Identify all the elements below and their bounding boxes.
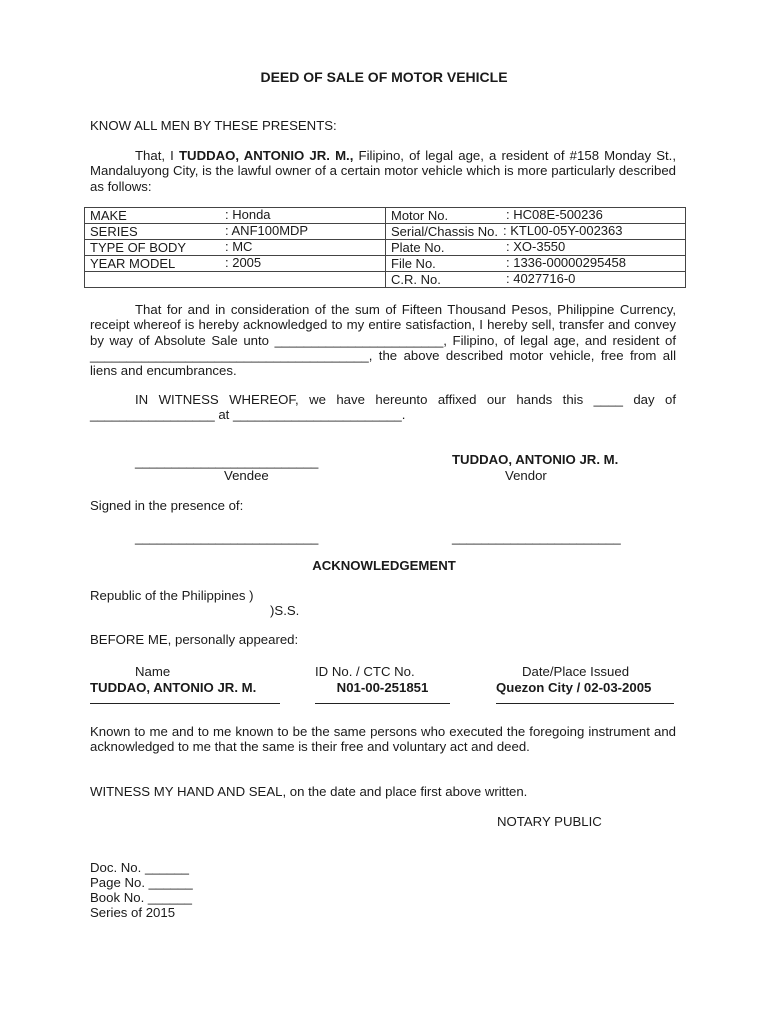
cr-no-label: C.R. No. xyxy=(391,271,441,287)
known-text: Known to me and to me known to be the same persons who executed the foregoing instrument and acknowledged to me that the same is their free and voluntary act and deed. xyxy=(90,724,676,755)
consideration-text: That for and in consideration of the sum of Fifteen Thousand Pesos, Philippine Currency, receipt whereof is hereby acknowledged to my entire satisfaction, I hereby sell, transfer and convey by way of Absolute Sale unto _______________________, Filipino, of legal age, and resident of ______________________________________, the above described motor vehicle, free from all liens and encumbrances. xyxy=(90,302,676,379)
column-id-header: ID No. / CTC No. xyxy=(315,664,415,679)
column-name-header: Name xyxy=(135,664,171,679)
plate-no-value: : XO-3550 xyxy=(506,239,566,254)
motor-no-value: : HC08E-500236 xyxy=(506,207,603,222)
vehicle-details-table xyxy=(84,207,686,288)
series-line: Series of 2015 xyxy=(90,905,176,920)
column-date-header: Date/Place Issued xyxy=(522,664,630,679)
consideration-paragraph xyxy=(90,302,676,378)
year-model-label: YEAR MODEL xyxy=(90,255,176,271)
witness-signature-line-2: _______________________ xyxy=(452,530,621,545)
page-no-line: Page No. ______ xyxy=(90,875,193,890)
appearer-date-place: Quezon City / 02-03-2005 xyxy=(496,680,674,704)
before-me-line: BEFORE ME, personally appeared: xyxy=(90,632,299,647)
book-no-line: Book No. ______ xyxy=(90,890,192,905)
ss-line: )S.S. xyxy=(270,603,300,618)
table-row xyxy=(85,256,686,272)
intro-paragraph xyxy=(90,148,676,194)
intro-suffix: Filipino, of legal age, a resident of #158 Monday St., Mandaluyong City, is the lawful owner of a certain motor vehicle which is more particularly described as follows: xyxy=(90,148,676,194)
series-label: SERIES xyxy=(90,223,138,239)
table-row xyxy=(85,224,686,240)
doc-no-line: Doc. No. ______ xyxy=(90,860,189,875)
witness-paragraph xyxy=(90,392,676,423)
notary-public-label: NOTARY PUBLIC xyxy=(497,814,602,829)
body-type-value: : MC xyxy=(225,239,253,254)
motor-no-label: Motor No. xyxy=(391,207,449,223)
table-row xyxy=(85,240,686,256)
body-type-label: TYPE OF BODY xyxy=(90,239,187,255)
table-row xyxy=(85,272,686,288)
chassis-no-label: Serial/Chassis No. xyxy=(391,223,498,239)
file-no-value: : 1336-00000295458 xyxy=(506,255,627,270)
republic-line: Republic of the Philippines ) xyxy=(90,588,254,603)
document-title: DEED OF SALE OF MOTOR VEHICLE xyxy=(260,69,508,85)
intro-prefix: That, I xyxy=(135,148,179,163)
series-value: : ANF100MDP xyxy=(225,223,309,238)
table-row xyxy=(85,208,686,224)
vendee-signature-line: _________________________ xyxy=(135,454,319,469)
presence-label: Signed in the presence of: xyxy=(90,498,244,513)
owner-name: TUDDAO, ANTONIO JR. M., xyxy=(179,148,354,163)
file-no-label: File No. xyxy=(391,255,436,271)
plate-no-label: Plate No. xyxy=(391,239,445,255)
chassis-no-value: : KTL00-05Y-002363 xyxy=(503,223,623,238)
appearer-id-no: N01-00-251851 xyxy=(315,680,450,704)
acknowledgement-heading: ACKNOWLEDGEMENT xyxy=(312,558,456,573)
make-value: : Honda xyxy=(225,207,271,222)
cr-no-value: : 4027716-0 xyxy=(506,271,576,286)
make-label: MAKE xyxy=(90,207,127,223)
vendee-label: Vendee xyxy=(224,468,269,483)
witness-seal-line: WITNESS MY HAND AND SEAL, on the date and place first above written. xyxy=(90,784,528,799)
greeting-line: KNOW ALL MEN BY THESE PRESENTS: xyxy=(90,118,337,133)
year-model-value: : 2005 xyxy=(225,255,262,270)
vendor-name: TUDDAO, ANTONIO JR. M. xyxy=(452,452,619,467)
witness-signature-line-1: _________________________ xyxy=(135,530,319,545)
known-paragraph xyxy=(90,724,676,755)
appearer-name: TUDDAO, ANTONIO JR. M. xyxy=(90,680,280,704)
vendor-label: Vendor xyxy=(505,468,547,483)
witness-text: IN WITNESS WHEREOF, we have hereunto affixed our hands this ____ day of _________________ at _______________________. xyxy=(90,392,676,423)
